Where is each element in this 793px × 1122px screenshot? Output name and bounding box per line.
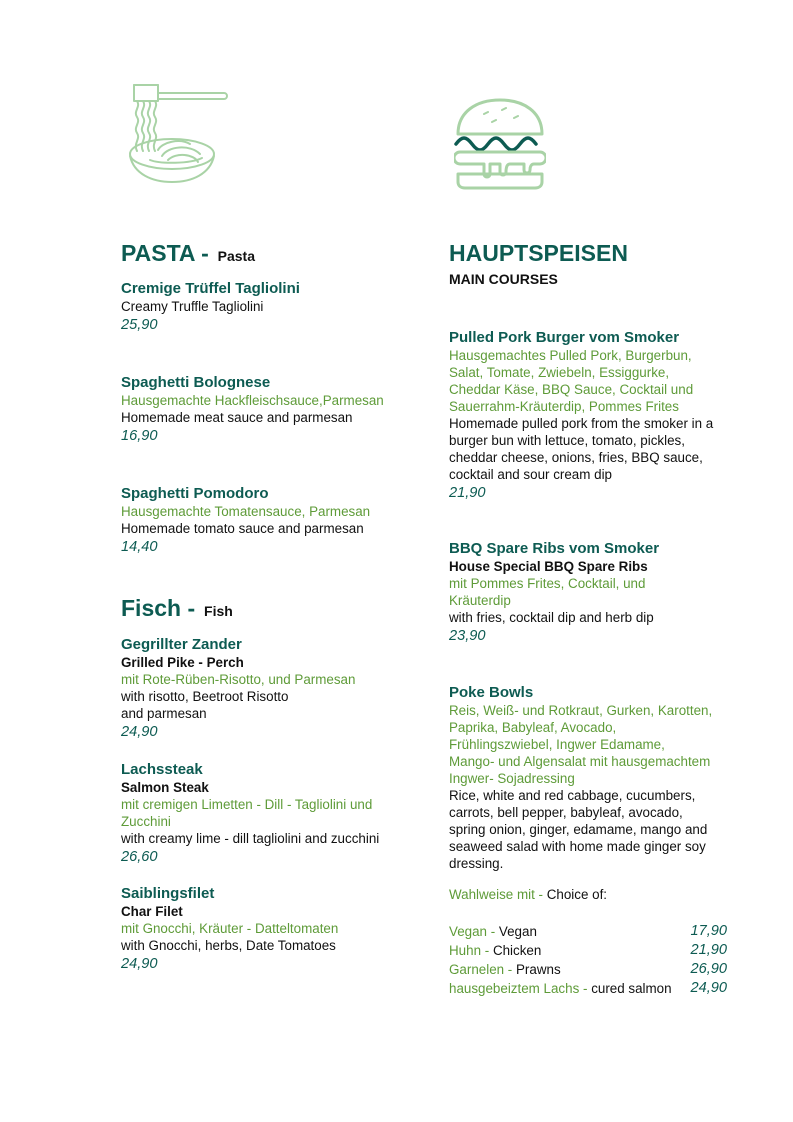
haupt-subtitle: MAIN COURSES	[449, 271, 558, 287]
item-description-de: mit Rote-Rüben-Risotto, und Parmesan	[121, 672, 356, 687]
option-row	[449, 960, 727, 979]
item-description-en: Homemade tomato sauce and parmesan	[121, 521, 364, 536]
item-description-de: mit cremigen Limetten - Dill - Tagliolini und	[121, 797, 373, 812]
item-description-en: with Gnocchi, herbs, Date Tomatoes	[121, 938, 336, 953]
item-description-de: Hausgemachte Hackfleischsauce,Parmesan	[121, 393, 384, 408]
pasta-title: PASTA -	[121, 240, 209, 266]
item-description-en: burger bun with lettuce, tomato, pickles,	[449, 433, 685, 448]
item-description-de: Frühlingszwiebel, Ingwer Edamame,	[449, 737, 665, 752]
option-price: 26,90	[690, 961, 727, 977]
item-description-de: Paprika, Babyleaf, Avocado,	[449, 720, 617, 735]
menu-item	[121, 485, 421, 557]
item-description-en: with risotto, Beetroot Risotto	[121, 689, 289, 704]
item-price: 23,90	[449, 628, 486, 644]
item-description-de: Hausgemachte Tomatensauce, Parmesan	[121, 504, 371, 519]
fisch-title: Fisch -	[121, 595, 196, 621]
item-description-en: Homemade meat sauce and parmesan	[121, 410, 353, 425]
item-description-en: and parmesan	[121, 706, 207, 721]
item-name-en: House Special BBQ Spare Ribs	[449, 559, 648, 574]
item-description-de: Reis, Weiß- und Rotkraut, Gurken, Karotten,	[449, 703, 713, 718]
item-price: 26,60	[121, 849, 158, 865]
item-name-en: Grilled Pike - Perch	[121, 655, 244, 670]
pasta-subtitle: Pasta	[217, 248, 255, 264]
item-description-en: with fries, cocktail dip and herb dip	[449, 610, 654, 625]
item-name: Pulled Pork Burger vom Smoker	[449, 329, 680, 346]
choice-heading	[449, 885, 727, 904]
item-name: Spaghetti Pomodoro	[121, 485, 269, 502]
item-price: 25,90	[121, 317, 158, 333]
item-name: BBQ Spare Ribs vom Smoker	[449, 540, 660, 557]
menu-item	[121, 636, 421, 742]
option-row	[449, 922, 727, 941]
item-name: Cremige Trüffel Tagliolini	[121, 280, 300, 297]
item-description-en: cheddar cheese, onions, fries, BBQ sauce,	[449, 450, 703, 465]
item-description-en: carrots, bell pepper, babyleaf, avocado,	[449, 805, 683, 820]
option-price: 21,90	[690, 942, 727, 958]
burger-icon	[454, 98, 546, 190]
item-description-de: Ingwer- Sojadressing	[449, 771, 575, 786]
option-label-en: Chicken	[492, 943, 542, 958]
option-label-en: Prawns	[516, 962, 561, 977]
item-name: Saiblingsfilet	[121, 885, 215, 902]
item-description-de: Mango- und Algensalat mit hausgemachtem	[449, 754, 711, 769]
item-description-de: Salat, Tomate, Zwiebeln, Essiggurke,	[449, 365, 670, 380]
item-description-de: Kräuterdip	[449, 593, 511, 608]
item-price: 14,40	[121, 539, 158, 555]
option-label-en: cured salmon	[591, 981, 672, 996]
fisch-section-title	[121, 587, 233, 624]
item-name: Lachssteak	[121, 761, 203, 778]
item-description-en: spring onion, ginger, edamame, mango and	[449, 822, 708, 837]
item-name: Gegrillter Zander	[121, 636, 242, 653]
item-name: Spaghetti Bolognese	[121, 374, 271, 391]
item-name: Poke Bowls	[449, 684, 534, 701]
menu-item	[121, 885, 421, 974]
item-description-en: cocktail and sour cream dip	[449, 467, 612, 482]
option-label-de: hausgebeiztem Lachs -	[449, 981, 588, 996]
haupt-section-title	[449, 232, 628, 287]
item-description-en: dressing.	[449, 856, 504, 871]
pasta-bowl-fork-icon	[122, 80, 230, 184]
item-description-en: seaweed salad with home made ginger soy	[449, 839, 706, 854]
item-name-en: Salmon Steak	[121, 780, 209, 795]
option-label-de: Vegan -	[449, 924, 496, 939]
option-label-en: Vegan	[498, 924, 537, 939]
option-label-de: Garnelen -	[449, 962, 513, 977]
item-description-de: mit Gnocchi, Kräuter - Datteltomaten	[121, 921, 339, 936]
item-price: 24,90	[121, 724, 158, 740]
item-description-de: Zucchini	[121, 814, 171, 829]
menu-item	[121, 761, 421, 867]
fisch-subtitle: Fish	[204, 603, 233, 619]
option-row	[449, 941, 727, 960]
menu-item	[121, 374, 421, 446]
item-description-en: Creamy Truffle Tagliolini	[121, 299, 264, 314]
item-description-en: Rice, white and red cabbage, cucumbers,	[449, 788, 696, 803]
item-price: 21,90	[449, 485, 486, 501]
item-description-de: Sauerrahm-Kräuterdip, Pommes Frites	[449, 399, 679, 414]
menu-item	[121, 280, 421, 335]
option-price: 24,90	[690, 980, 727, 996]
item-description-de: mit Pommes Frites, Cocktail, und	[449, 576, 646, 591]
option-price: 17,90	[690, 923, 727, 939]
option-row	[449, 979, 727, 998]
option-label-de: Huhn -	[449, 943, 490, 958]
menu-item	[449, 329, 749, 503]
choice-label-en: Choice of:	[546, 887, 608, 902]
item-description-en: Homemade pulled pork from the smoker in a	[449, 416, 714, 431]
item-description-de: Cheddar Käse, BBQ Sauce, Cocktail und	[449, 382, 694, 397]
item-description-en: with creamy lime - dill tagliolini and zucchini	[121, 831, 380, 846]
menu-item	[449, 684, 749, 872]
item-name-en: Char Filet	[121, 904, 183, 919]
choice-label-de: Wahlweise mit -	[449, 887, 543, 902]
item-price: 24,90	[121, 956, 158, 972]
item-description-de: Hausgemachtes Pulled Pork, Burgerbun,	[449, 348, 692, 363]
item-price: 16,90	[121, 428, 158, 444]
menu-item	[449, 540, 749, 646]
pasta-section-title	[121, 232, 255, 269]
haupt-title: HAUPTSPEISEN	[449, 240, 628, 266]
